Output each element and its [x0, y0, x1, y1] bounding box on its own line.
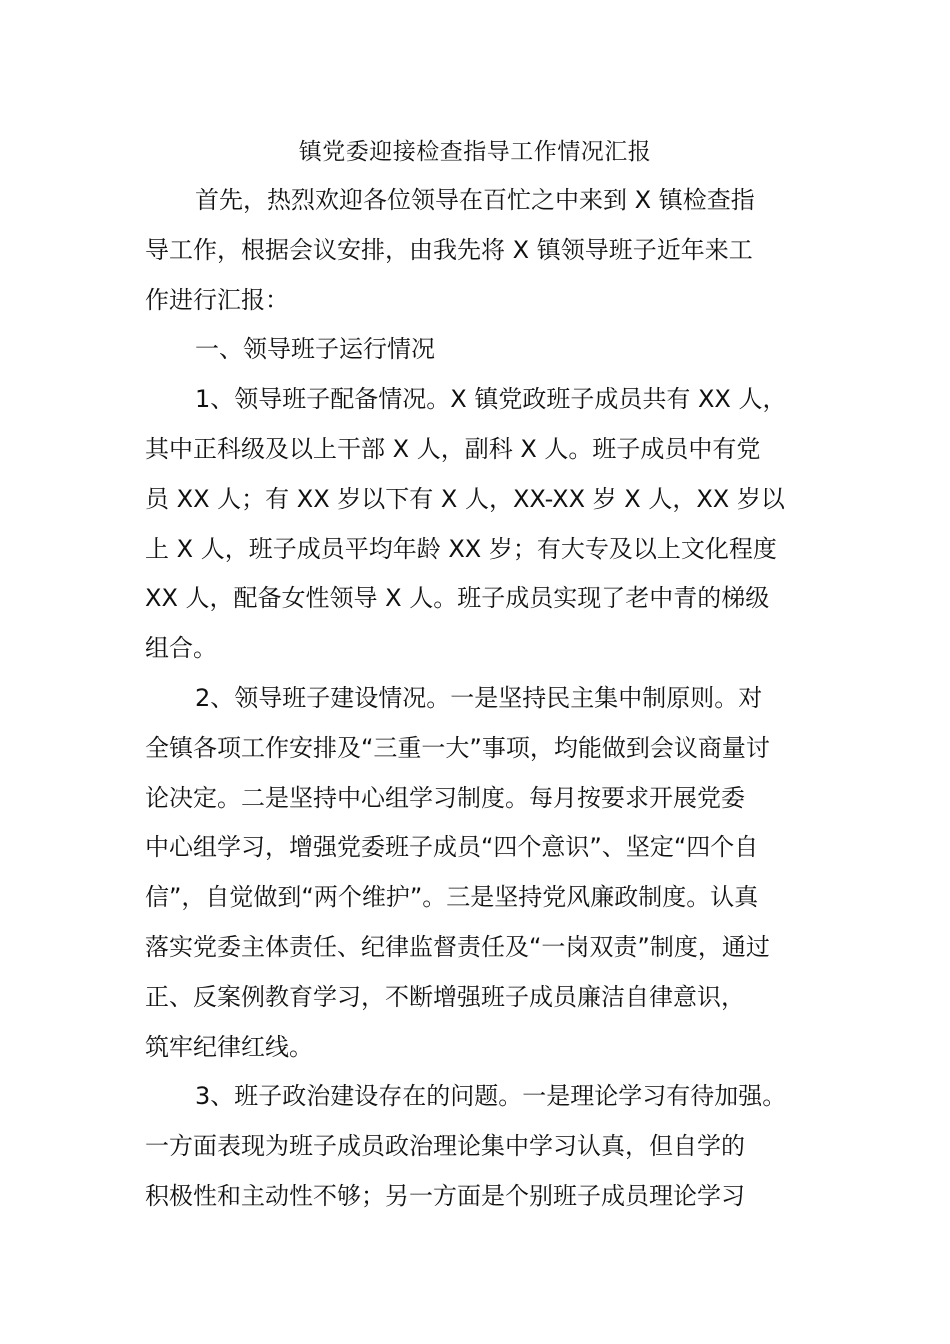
text-line: 其中正科级及以上干部 X 人，副科 X 人。班子成员中有党 [145, 434, 761, 463]
text-line: 上 X 人，班子成员平均年龄 XX 岁；有大专及以上文化程度 [145, 534, 777, 563]
text-line: 员 XX 人；有 XX 岁以下有 X 人，XX-XX 岁 X 人，XX 岁以 [145, 484, 785, 513]
text-line: 中心组学习，增强党委班子成员“四个意识”、坚定“四个自 [145, 833, 759, 862]
text-line: 导工作，根据会议安排，由我先将 X 镇领导班子近年来工 [145, 235, 753, 264]
text-line: 正、反案例教育学习，不断增强班子成员廉洁自律意识， [145, 982, 745, 1011]
text-line: 首先，热烈欢迎各位领导在百忙之中来到 X 镇检查指 [195, 186, 755, 214]
text-line: 落实党委主体责任、纪律监督责任及“一岗双责”制度，通过 [145, 932, 770, 961]
text-line: 3、班子政治建设存在的问题。一是理论学习有待加强。 [195, 1082, 787, 1111]
text-line: 一方面表现为班子成员政治理论集中学习认真，但自学的 [145, 1132, 745, 1161]
document-title: 镇党委迎接检查指导工作情况汇报 [298, 139, 652, 165]
text-line: 1、领导班子配备情况。X 镇党政班子成员共有 XX 人， [195, 385, 787, 414]
text-line: 作进行汇报： [145, 285, 289, 314]
text-line: 信”，自觉做到“两个维护”。三是坚持党风廉政制度。认真 [145, 883, 759, 912]
text-line: 一、领导班子运行情况 [195, 335, 435, 364]
text-line: 论决定。二是坚持中心组学习制度。每月按要求开展党委 [145, 783, 745, 812]
text-line: 筑牢纪律红线。 [145, 1032, 313, 1061]
text-line: 2、领导班子建设情况。一是坚持民主集中制原则。对 [195, 683, 763, 712]
text-line: 全镇各项工作安排及“三重一大”事项，均能做到会议商量讨 [145, 733, 770, 762]
text-line: 组合。 [145, 634, 217, 663]
text-line: 积极性和主动性不够；另一方面是个别班子成员理论学习 [145, 1181, 745, 1210]
document-body [145, 176, 835, 1222]
text-line: XX 人，配备女性领导 X 人。班子成员实现了老中青的梯级 [145, 584, 770, 613]
